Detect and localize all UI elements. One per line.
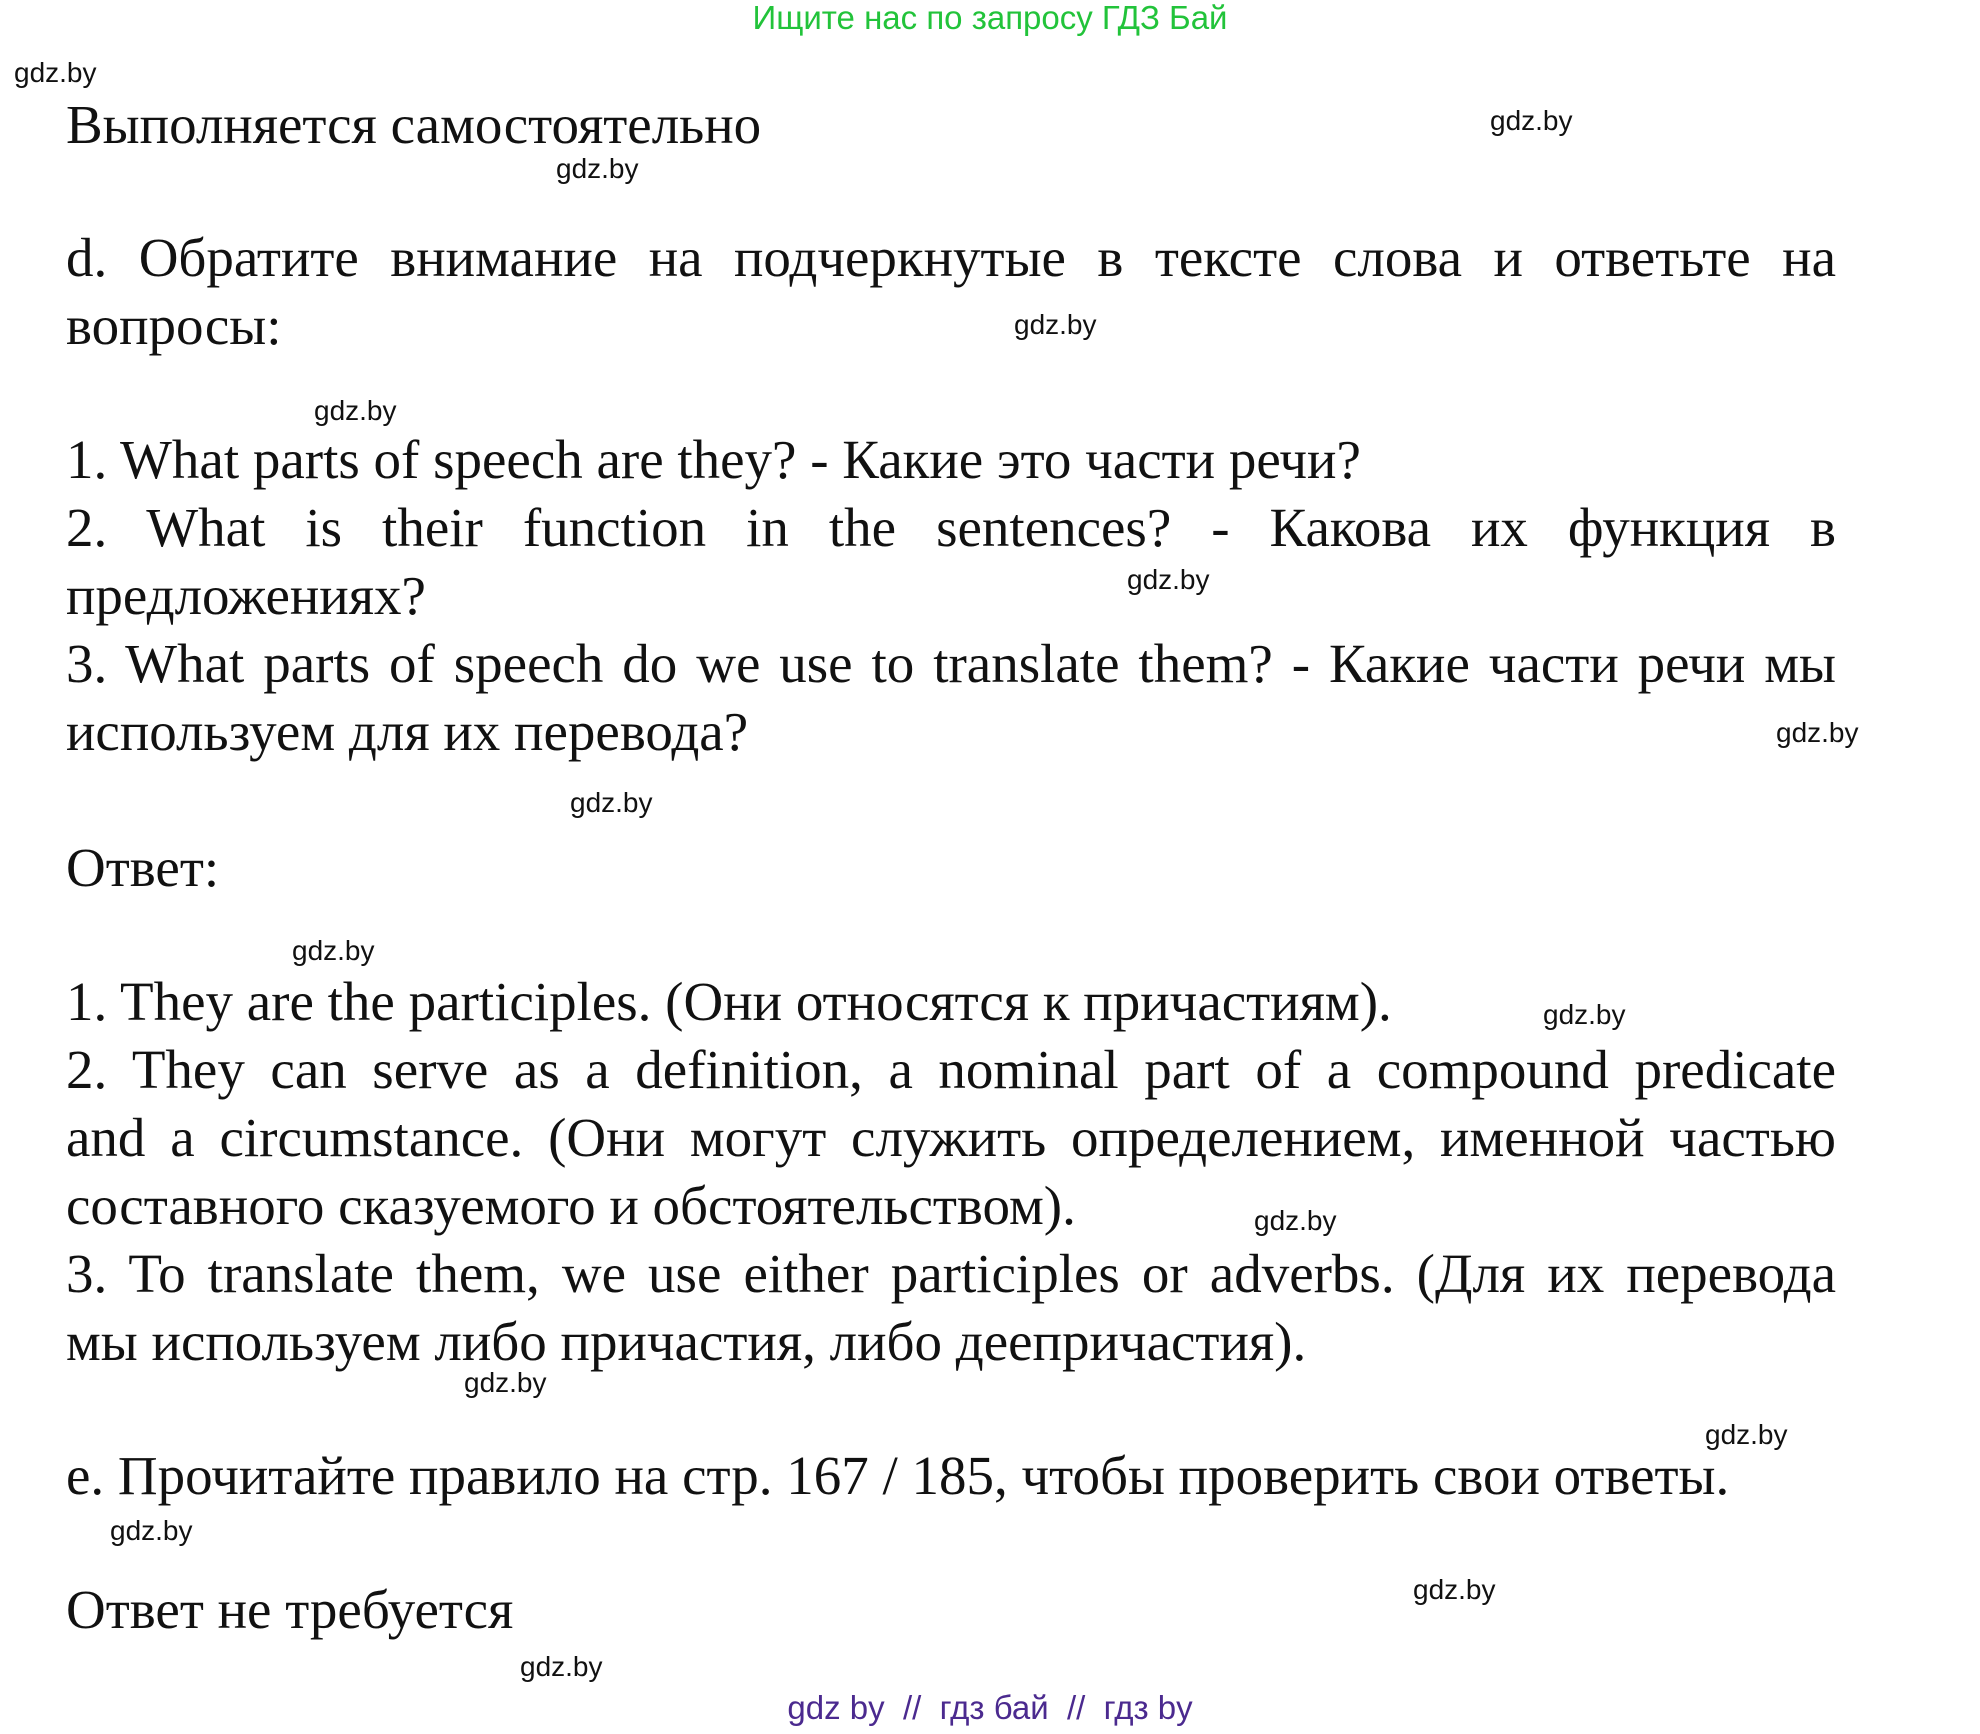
question-3-line1: 3. What parts of speech do we use to translate them? - Какие части речи мы xyxy=(66,633,1836,694)
top-banner: Ищите нас по запросу ГДЗ Бай xyxy=(752,0,1228,36)
task-d-line1: d. Обратите внимание на подчеркнутые в тексте слова и ответьте на xyxy=(66,227,1836,288)
watermark: gdz.by xyxy=(1127,564,1210,595)
answer-2-line3: составного сказуемого и обстоятельством). xyxy=(66,1175,1076,1236)
text-line: Выполняется самостоятельно xyxy=(66,94,762,155)
task-e-answer: Ответ не требуется xyxy=(66,1579,514,1640)
question-2-line2: предложениях? xyxy=(66,565,426,626)
watermark: gdz.by xyxy=(1776,717,1859,748)
answer-2-line2: and a circumstance. (Они могут служить определением, именной частью xyxy=(66,1107,1836,1168)
watermark: gdz.by xyxy=(314,395,397,426)
watermark: gdz.by xyxy=(292,935,375,966)
question-1: 1. What parts of speech are they? - Какие это части речи? xyxy=(66,429,1361,490)
task-e: e. Прочитайте правило на стр. 167 / 185, чтобы проверить свои ответы. xyxy=(66,1445,1730,1506)
watermark: gdz.by xyxy=(1014,309,1097,340)
answer-3-line1: 3. To translate them, we use either participles or adverbs. (Для их перевода xyxy=(66,1243,1836,1304)
watermark: gdz.by xyxy=(570,787,653,818)
watermark: gdz.by xyxy=(1490,105,1573,136)
watermark: gdz.by xyxy=(1705,1419,1788,1450)
task-d-line2: вопросы: xyxy=(66,295,282,356)
watermark: gdz.by xyxy=(520,1651,603,1682)
watermark: gdz.by xyxy=(1543,999,1626,1030)
watermark: gdz.by xyxy=(464,1367,547,1398)
watermark: gdz.by xyxy=(110,1515,193,1546)
watermark: gdz.by xyxy=(14,57,97,88)
watermark: gdz.by xyxy=(1254,1205,1337,1236)
question-3-line2: используем для их перевода? xyxy=(66,701,749,762)
answer-3-line2: мы используем либо причастия, либо деепричастия). xyxy=(66,1311,1307,1372)
answer-1: 1. They are the participles. (Они относятся к причастиям). xyxy=(66,971,1392,1032)
answer-label: Ответ: xyxy=(66,837,220,898)
watermark: gdz.by xyxy=(556,153,639,184)
watermark: gdz.by xyxy=(1413,1574,1496,1605)
answer-2-line1: 2. They can serve as a definition, a nominal part of a compound predicate xyxy=(66,1039,1836,1100)
question-2-line1: 2. What is their function in the sentences? - Какова их функция в xyxy=(66,497,1836,558)
footer-links: gdz by // гдз бай // гдз by xyxy=(787,1689,1193,1726)
